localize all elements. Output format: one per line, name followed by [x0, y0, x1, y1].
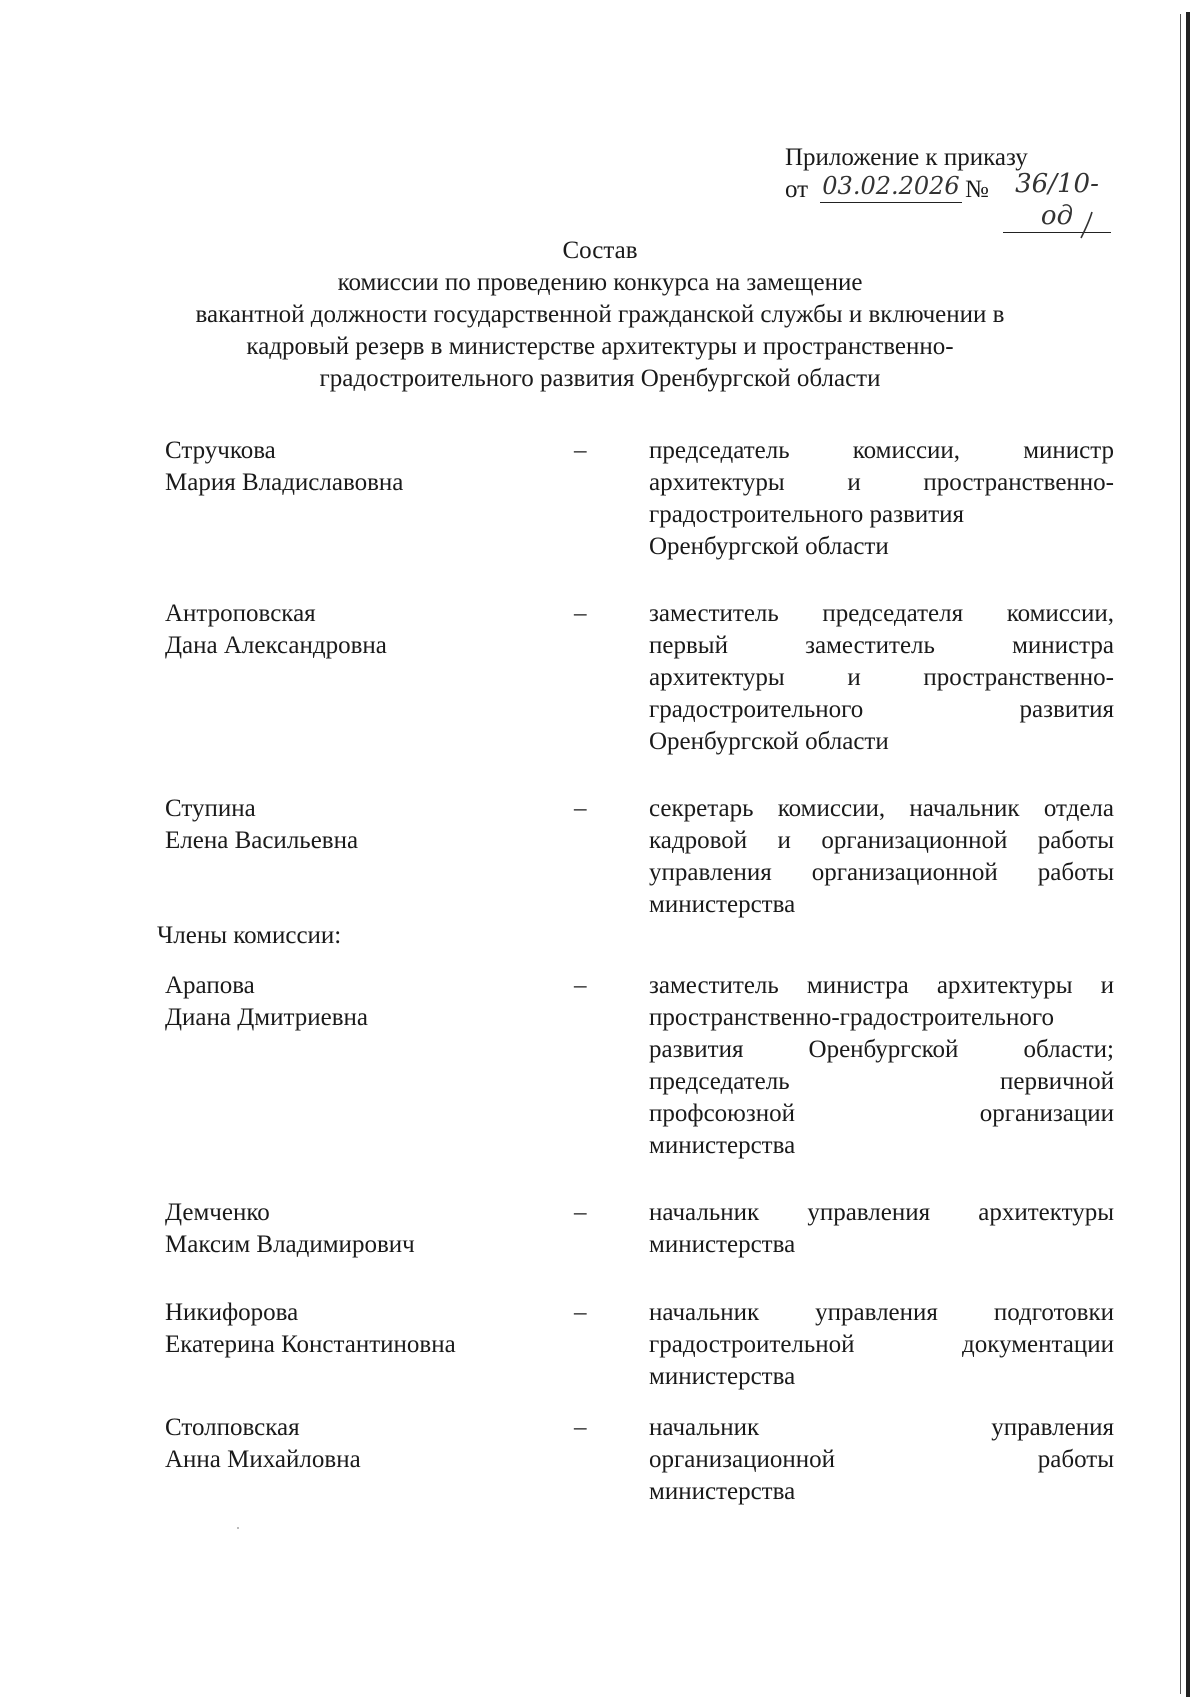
member-name — [165, 793, 555, 857]
member-name — [165, 1197, 555, 1261]
member-role — [649, 1197, 1114, 1261]
separator-dash: – — [574, 1414, 587, 1441]
role-line: кадровой и организационной работы — [649, 827, 1114, 854]
role-line: министерства — [649, 1478, 796, 1505]
handwritten-date: 03.02.2026 — [820, 170, 962, 203]
title-line-3: вакантной должности государственной гражданской службы и включении в — [195, 301, 1005, 328]
handwritten-number: 36/10-од — [1003, 168, 1111, 233]
member-role — [649, 435, 1114, 563]
member-surname: Никифорова — [165, 1299, 299, 1326]
member-given-names: Максим Владимирович — [165, 1231, 415, 1258]
member-surname: Ступина — [165, 795, 256, 822]
role-line: управления организационной работы — [649, 859, 1114, 886]
member-given-names: Мария Владиславовна — [165, 469, 404, 496]
role-line: министерства — [649, 1132, 796, 1159]
scan-speck — [237, 1527, 239, 1529]
role-line: министерства — [649, 891, 796, 918]
role-line: секретарь комиссии, начальник отдела — [649, 795, 1114, 822]
member-name — [165, 970, 555, 1034]
member-name — [165, 1412, 555, 1476]
member-surname: Арапова — [165, 972, 255, 999]
role-line: пространственно-градостроительного — [649, 1004, 1054, 1031]
member-given-names: Дана Александровна — [165, 632, 387, 659]
role-line: архитектуры и пространственно- — [649, 469, 1114, 496]
member-given-names: Елена Васильевна — [165, 827, 359, 854]
member-name — [165, 1297, 555, 1361]
member-role — [649, 1297, 1114, 1393]
appendix-title: Приложение к приказу — [785, 144, 1028, 171]
separator-dash: – — [574, 437, 587, 464]
role-line: заместитель министра архитектуры и — [649, 972, 1114, 999]
member-surname: Антроповская — [165, 600, 316, 627]
role-line: профсоюзной организации — [649, 1100, 1114, 1127]
appendix-header — [785, 142, 1145, 231]
from-label: от — [785, 176, 809, 203]
separator-dash: – — [574, 795, 587, 822]
role-line: председатель первичной — [649, 1068, 1114, 1095]
member-surname: Столповская — [165, 1414, 300, 1441]
number-label: № — [965, 176, 989, 203]
separator-dash: – — [574, 1299, 587, 1326]
title-line-4: кадровый резерв в министерстве архитектуры и пространственно- — [246, 333, 954, 360]
role-line: председатель комиссии, министр — [649, 437, 1114, 464]
member-surname: Демченко — [165, 1199, 270, 1226]
separator-dash: – — [574, 972, 587, 999]
role-line: Оренбургской области — [649, 533, 889, 560]
member-role — [649, 598, 1114, 758]
role-line: развития Оренбургской области; — [649, 1036, 1114, 1063]
member-surname: Стручкова — [165, 437, 276, 464]
page-edge-bar — [1186, 12, 1190, 1697]
title-line-2: комиссии по проведению конкурса на замещение — [337, 269, 863, 296]
role-line: начальник управления подготовки — [649, 1299, 1114, 1326]
member-role — [649, 1412, 1114, 1508]
document-title — [100, 235, 1100, 395]
title-line-5: градостроительного развития Оренбургской области — [319, 365, 881, 392]
member-name — [165, 598, 555, 662]
member-role — [649, 970, 1114, 1162]
role-line: начальник управления архитектуры — [649, 1199, 1114, 1226]
role-line: министерства — [649, 1231, 796, 1258]
role-line: заместитель председателя комиссии, — [649, 600, 1114, 627]
member-role — [649, 793, 1114, 921]
role-line: архитектуры и пространственно- — [649, 664, 1114, 691]
role-line: градостроительного развития — [649, 501, 965, 528]
member-name — [165, 435, 555, 499]
role-line: градостроительной документации — [649, 1331, 1114, 1358]
member-given-names: Диана Дмитриевна — [165, 1004, 368, 1031]
role-line: организационной работы — [649, 1446, 1114, 1473]
role-line: Оренбургской области — [649, 728, 889, 755]
member-given-names: Екатерина Константиновна — [165, 1331, 456, 1358]
role-line: градостроительного развития — [649, 696, 1114, 723]
page-edge-line — [1180, 14, 1181, 1694]
role-line: начальник управления — [649, 1414, 1114, 1441]
appendix-order-line — [785, 169, 1145, 231]
role-line: первый заместитель министра — [649, 632, 1114, 659]
members-heading: Члены комиссии: — [157, 922, 342, 949]
title-line-1: Состав — [562, 237, 638, 264]
role-line: министерства — [649, 1363, 796, 1390]
member-given-names: Анна Михайловна — [165, 1446, 361, 1473]
separator-dash: – — [574, 1199, 587, 1226]
separator-dash: – — [574, 600, 587, 627]
